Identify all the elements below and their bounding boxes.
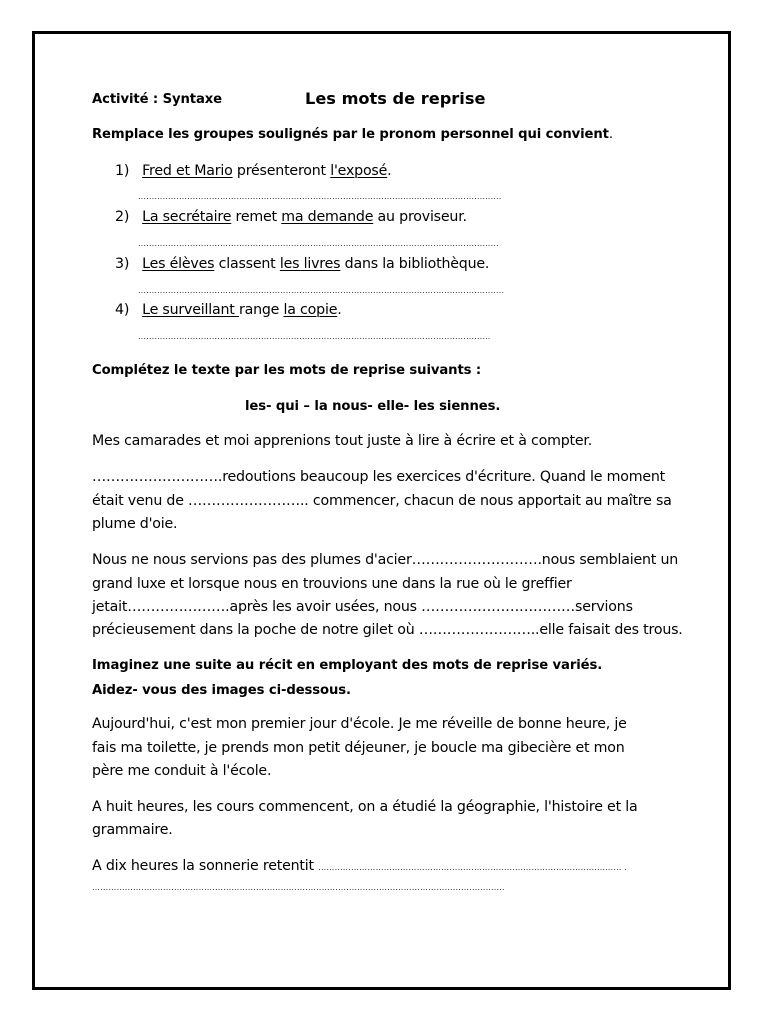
answer-line: ……………………………………………………………………………………………………………………………………. — [92, 883, 505, 892]
text-line: fais ma toilette, je prends mon petit déjeuner, je boucle ma gibecière et mon — [92, 740, 625, 756]
text-line: père me conduit à l'école. — [92, 763, 272, 779]
underlined-group: la copie — [283, 302, 338, 318]
text-line: A dix heures la sonnerie retentit ………………………………………………………………………………………………… . — [92, 858, 628, 874]
underlined-group: Fred et Mario — [142, 163, 233, 179]
underlined-group: Le surveillant — [142, 302, 239, 318]
text-line: ……………………….redoutions beaucoup les exercices d'écriture. Quand le moment — [92, 469, 666, 485]
exercise1-item-1: 1) Fred et Mario présenteront l'exposé. — [115, 163, 392, 179]
text-line: A huit heures, les cours commencent, on a étudié la géographie, l'histoire et la — [92, 799, 638, 815]
text-line: Nous ne nous servions pas des plumes d'acier……………………….nous semblaient un — [92, 552, 679, 568]
text-line: Mes camarades et moi apprenions tout juste à lire à écrire et à compter. — [92, 433, 593, 449]
text-line: grammaire. — [92, 822, 173, 838]
exercise1-item-4: 4) Le surveillant range la copie. — [115, 302, 342, 318]
underlined-group: Les élèves — [142, 256, 215, 272]
page-title: Les mots de reprise — [305, 89, 486, 108]
text-line: était venu de …………………….. commencer, chacun de nous apportait au maître sa — [92, 493, 672, 509]
item-number: 2) — [115, 209, 130, 225]
text-line: grand luxe et lorsque nous en trouvions une dans la rue où le greffier — [92, 576, 572, 592]
underlined-group: ma demande — [281, 209, 374, 225]
exercise1-item-3: 3) Les élèves classent les livres dans la bibliothèque. — [115, 256, 490, 272]
text-line: Aujourd'hui, c'est mon premier jour d'école. Je me réveille de bonne heure, je — [92, 716, 627, 732]
activity-label: Activité : Syntaxe — [92, 92, 223, 107]
exercise2-instruction: Complétez le texte par les mots de reprise suivants : — [92, 363, 482, 378]
text-line: précieusement dans la poche de notre gilet où ……………………..elle faisait des trous. — [92, 622, 683, 638]
answer-line: ………………………………………………………………………………………………… . — [318, 863, 628, 872]
word-bank: les- qui – la nous- elle- les siennes. — [245, 399, 501, 414]
underlined-group: l'exposé — [330, 163, 388, 179]
exercise3-instruction: Aidez- vous des images ci-dessous. — [92, 683, 351, 698]
item-number: 3) — [115, 256, 130, 272]
exercise1-item-2: 2) La secrétaire remet ma demande au proviseur. — [115, 209, 467, 225]
underlined-group: les livres — [279, 256, 341, 272]
answer-line: ………………………………………………………………………………………………………………… — [138, 332, 491, 341]
underlined-group: La secrétaire — [142, 209, 232, 225]
item-number: 1) — [115, 163, 130, 179]
exercise1-instruction: Remplace les groupes soulignés par le pronom personnel qui convient. — [92, 127, 613, 142]
exercise3-instruction: Imaginez une suite au récit en employant des mots de reprise variés. — [92, 658, 603, 673]
text-line: plume d'oie. — [92, 516, 178, 532]
answer-line: …………………………………………………………………………………………………………………….. — [138, 286, 505, 295]
text-line: jetait………………….après les avoir usées, nous ……………………………servions — [92, 599, 633, 615]
answer-line: ……………………………………………………………………………………………………………………. — [138, 192, 502, 201]
answer-line: …………………………………………………………………………………………………………………… — [138, 239, 499, 248]
item-number: 4) — [115, 302, 130, 318]
